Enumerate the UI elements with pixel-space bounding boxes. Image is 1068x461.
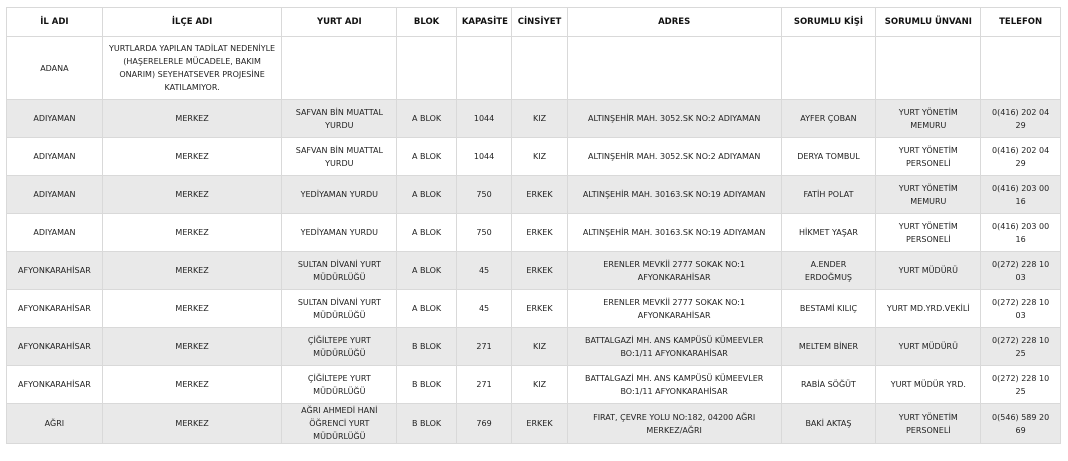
cell-kapasite: 271	[456, 328, 511, 366]
cell-telefon	[981, 37, 1061, 100]
cell-ilce-adi: MERKEZ	[102, 100, 282, 138]
cell-blok: B BLOK	[397, 366, 457, 404]
cell-il-adi: AFYONKARAHİSAR	[7, 290, 103, 328]
cell-ilce-adi: MERKEZ	[102, 252, 282, 290]
cell-sorumlu-unvani	[876, 37, 981, 100]
cell-kapasite: 271	[456, 366, 511, 404]
cell-sorumlu-unvani: YURT MÜDÜRÜ	[876, 328, 981, 366]
cell-cinsiyet: ERKEK	[512, 290, 567, 328]
cell-kapasite: 750	[456, 214, 511, 252]
cell-adres	[567, 37, 781, 100]
cell-telefon: 0(272) 228 10 25	[981, 328, 1061, 366]
cell-ilce-adi: MERKEZ	[102, 138, 282, 176]
cell-sorumlu-kisi: MELTEM BİNER	[781, 328, 876, 366]
cell-ilce-adi: MERKEZ	[102, 366, 282, 404]
cell-cinsiyet: ERKEK	[512, 214, 567, 252]
header-sorumlu-kisi: SORUMLU KİŞİ	[781, 8, 876, 37]
cell-yurt-adi	[282, 37, 397, 100]
table-row	[7, 100, 1061, 138]
cell-sorumlu-kisi: DERYA TOMBUL	[781, 138, 876, 176]
cell-kapasite: 1044	[456, 100, 511, 138]
cell-blok: A BLOK	[397, 100, 457, 138]
cell-blok: A BLOK	[397, 252, 457, 290]
cell-sorumlu-kisi: A.ENDER ERDOĞMUŞ	[781, 252, 876, 290]
dormitory-table	[6, 7, 1061, 444]
cell-il-adi: ADIYAMAN	[7, 138, 103, 176]
cell-il-adi: AĞRI	[7, 404, 103, 444]
cell-cinsiyet: ERKEK	[512, 404, 567, 444]
cell-ilce-adi: MERKEZ	[102, 328, 282, 366]
cell-yurt-adi: SAFVAN BİN MUATTAL YURDU	[282, 138, 397, 176]
table-row	[7, 366, 1061, 404]
cell-adres: ERENLER MEVKİİ 2777 SOKAK NO:1 AFYONKARAHİSAR	[567, 290, 781, 328]
cell-ilce-adi: MERKEZ	[102, 176, 282, 214]
cell-cinsiyet: ERKEK	[512, 176, 567, 214]
header-row	[7, 8, 1061, 37]
header-cinsiyet: CİNSİYET	[512, 8, 567, 37]
cell-sorumlu-unvani: YURT YÖNETİM PERSONELİ	[876, 214, 981, 252]
cell-adres: ALTINŞEHİR MAH. 30163.SK NO:19 ADIYAMAN	[567, 176, 781, 214]
cell-ilce-adi: YURTLARDA YAPILAN TADİLAT NEDENİYLE (HAŞERELERLE MÜCADELE, BAKIM ONARIM) SEYEHATSEVER PROJESİNE KATILAMIYOR.	[102, 37, 282, 100]
cell-adres: ERENLER MEVKİİ 2777 SOKAK NO:1 AFYONKARAHİSAR	[567, 252, 781, 290]
header-blok: BLOK	[397, 8, 457, 37]
cell-sorumlu-unvani: YURT YÖNETİM PERSONELİ	[876, 138, 981, 176]
cell-sorumlu-kisi: RABİA SÖĞÜT	[781, 366, 876, 404]
table-row	[7, 252, 1061, 290]
cell-kapasite: 750	[456, 176, 511, 214]
cell-telefon: 0(272) 228 10 03	[981, 290, 1061, 328]
cell-sorumlu-kisi	[781, 37, 876, 100]
cell-adres: FIRAT, ÇEVRE YOLU NO:182, 04200 AĞRI MERKEZ/AĞRI	[567, 404, 781, 444]
cell-yurt-adi: SULTAN DİVANİ YURT MÜDÜRLÜĞÜ	[282, 252, 397, 290]
cell-sorumlu-unvani: YURT YÖNETİM MEMURU	[876, 176, 981, 214]
cell-kapasite: 45	[456, 290, 511, 328]
cell-blok: A BLOK	[397, 290, 457, 328]
cell-blok: B BLOK	[397, 328, 457, 366]
cell-blok: B BLOK	[397, 404, 457, 444]
header-ilce-adi: İLÇE ADI	[102, 8, 282, 37]
header-yurt-adi: YURT ADI	[282, 8, 397, 37]
cell-ilce-adi: MERKEZ	[102, 214, 282, 252]
cell-adres: ALTINŞEHİR MAH. 30163.SK NO:19 ADIYAMAN	[567, 214, 781, 252]
cell-il-adi: AFYONKARAHİSAR	[7, 328, 103, 366]
cell-cinsiyet: KIZ	[512, 138, 567, 176]
cell-telefon: 0(416) 202 04 29	[981, 100, 1061, 138]
cell-blok: A BLOK	[397, 138, 457, 176]
cell-telefon: 0(272) 228 10 25	[981, 366, 1061, 404]
header-adres: ADRES	[567, 8, 781, 37]
cell-sorumlu-unvani: YURT MD.YRD.VEKİLİ	[876, 290, 981, 328]
cell-telefon: 0(546) 589 20 69	[981, 404, 1061, 444]
table-row	[7, 404, 1061, 444]
table-row	[7, 290, 1061, 328]
cell-sorumlu-kisi: AYFER ÇOBAN	[781, 100, 876, 138]
cell-adres: ALTINŞEHİR MAH. 3052.SK NO:2 ADIYAMAN	[567, 100, 781, 138]
header-sorumlu-unvani: SORUMLU ÜNVANI	[876, 8, 981, 37]
cell-il-adi: ADIYAMAN	[7, 176, 103, 214]
cell-kapasite: 45	[456, 252, 511, 290]
cell-yurt-adi: YEDİYAMAN YURDU	[282, 214, 397, 252]
cell-il-adi: AFYONKARAHİSAR	[7, 252, 103, 290]
cell-sorumlu-unvani: YURT MÜDÜRÜ	[876, 252, 981, 290]
cell-il-adi: AFYONKARAHİSAR	[7, 366, 103, 404]
cell-blok	[397, 37, 457, 100]
cell-yurt-adi: YEDİYAMAN YURDU	[282, 176, 397, 214]
cell-telefon: 0(416) 202 04 29	[981, 138, 1061, 176]
cell-cinsiyet: ERKEK	[512, 252, 567, 290]
cell-kapasite: 1044	[456, 138, 511, 176]
cell-sorumlu-unvani: YURT YÖNETİM PERSONELİ	[876, 404, 981, 444]
cell-telefon: 0(416) 203 00 16	[981, 176, 1061, 214]
cell-cinsiyet: KIZ	[512, 100, 567, 138]
cell-il-adi: ADIYAMAN	[7, 214, 103, 252]
cell-yurt-adi: SAFVAN BİN MUATTAL YURDU	[282, 100, 397, 138]
header-telefon: TELEFON	[981, 8, 1061, 37]
cell-sorumlu-kisi: HİKMET YAŞAR	[781, 214, 876, 252]
cell-telefon: 0(272) 228 10 03	[981, 252, 1061, 290]
cell-il-adi: ADANA	[7, 37, 103, 100]
cell-ilce-adi: MERKEZ	[102, 290, 282, 328]
table-row	[7, 214, 1061, 252]
table-row	[7, 138, 1061, 176]
cell-kapasite: 769	[456, 404, 511, 444]
cell-adres: ALTINŞEHİR MAH. 3052.SK NO:2 ADIYAMAN	[567, 138, 781, 176]
cell-sorumlu-unvani: YURT MÜDÜR YRD.	[876, 366, 981, 404]
cell-yurt-adi: ÇİĞİLTEPE YURT MÜDÜRLÜĞÜ	[282, 328, 397, 366]
cell-blok: A BLOK	[397, 214, 457, 252]
cell-sorumlu-kisi: BESTAMİ KILIÇ	[781, 290, 876, 328]
cell-adres: BATTALGAZİ MH. ANS KAMPÜSÜ KÜMEEVLER BO:1/11 AFYONKARAHİSAR	[567, 366, 781, 404]
cell-yurt-adi: AĞRI AHMEDİ HANİ ÖĞRENCİ YURT MÜDÜRLÜĞÜ	[282, 404, 397, 444]
cell-sorumlu-unvani: YURT YÖNETİM MEMURU	[876, 100, 981, 138]
cell-adres: BATTALGAZİ MH. ANS KAMPÜSÜ KÜMEEVLER BO:1/11 AFYONKARAHİSAR	[567, 328, 781, 366]
cell-sorumlu-kisi: BAKİ AKTAŞ	[781, 404, 876, 444]
cell-telefon: 0(416) 203 00 16	[981, 214, 1061, 252]
cell-kapasite	[456, 37, 511, 100]
header-kapasite: KAPASİTE	[456, 8, 511, 37]
dormitory-table-container	[6, 7, 1061, 444]
cell-cinsiyet: KIZ	[512, 328, 567, 366]
cell-il-adi: ADIYAMAN	[7, 100, 103, 138]
table-row	[7, 37, 1061, 100]
header-il-adi: İL ADI	[7, 8, 103, 37]
cell-yurt-adi: ÇİĞİLTEPE YURT MÜDÜRLÜĞÜ	[282, 366, 397, 404]
cell-cinsiyet: KIZ	[512, 366, 567, 404]
cell-sorumlu-kisi: FATİH POLAT	[781, 176, 876, 214]
cell-cinsiyet	[512, 37, 567, 100]
cell-blok: A BLOK	[397, 176, 457, 214]
table-row	[7, 176, 1061, 214]
cell-ilce-adi: MERKEZ	[102, 404, 282, 444]
table-row	[7, 328, 1061, 366]
cell-yurt-adi: SULTAN DİVANİ YURT MÜDÜRLÜĞÜ	[282, 290, 397, 328]
